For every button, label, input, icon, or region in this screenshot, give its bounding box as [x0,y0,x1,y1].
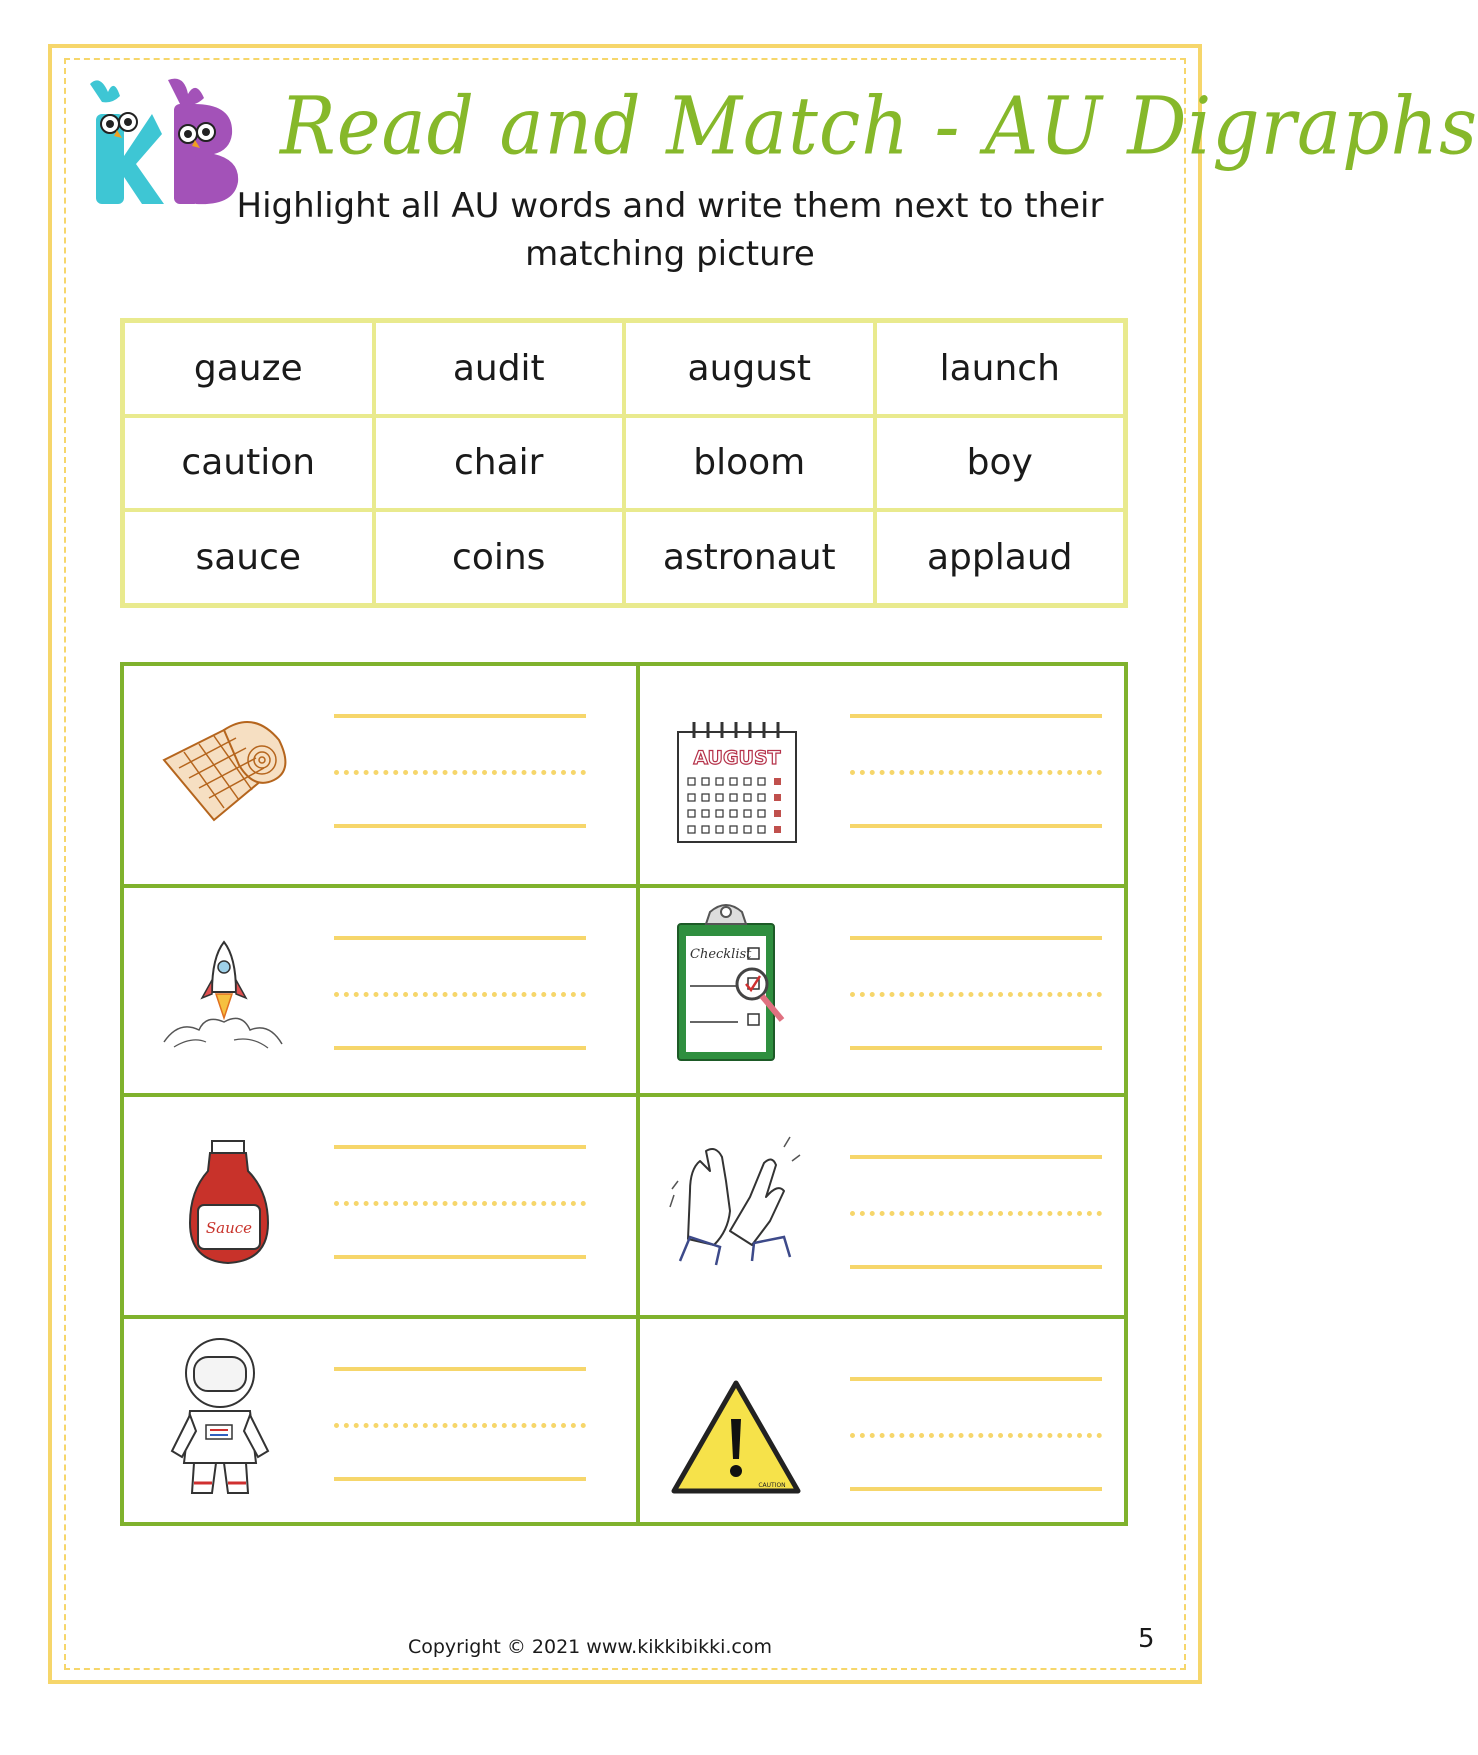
answer-lines[interactable] [850,1377,1102,1501]
match-cell-launch [124,888,640,1097]
matching-grid [120,662,1128,1526]
word-audit[interactable]: audit [374,321,625,416]
match-cell-audit [640,888,1124,1097]
word-astronaut[interactable]: astronaut [624,510,875,605]
word-bloom[interactable]: bloom [624,416,875,511]
answer-lines[interactable] [850,1155,1102,1279]
instructions-line-1: Highlight all AU words and write them next to their [236,186,1104,226]
answer-lines[interactable] [334,714,586,838]
word-coins[interactable]: coins [374,510,625,605]
caution-label: CAUTION [758,1482,786,1489]
sauce-bottle-icon [144,1111,294,1291]
match-cell-caution [640,1319,1124,1522]
answer-lines[interactable] [850,714,1102,838]
clipboard-label: Checklist [690,947,752,962]
match-cell-gauze [124,666,640,888]
word-august[interactable]: august [624,321,875,416]
page-title: Read and Match - AU Digraphs [280,80,1478,173]
instructions [230,182,1110,278]
instructions-line-2: matching picture [525,234,815,274]
answer-lines[interactable] [850,936,1102,1060]
answer-lines[interactable] [334,1367,586,1491]
audit-clipboard-icon [660,902,810,1082]
bottle-label: Sauce [205,1219,253,1237]
rocket-launch-icon [144,902,294,1082]
answer-lines[interactable] [334,936,586,1060]
copyright: Copyright © 2021 www.kikkibikki.com [407,1636,773,1658]
august-calendar-icon [660,680,810,860]
match-cell-august [640,666,1124,888]
match-cell-astronaut [124,1319,640,1522]
match-cell-sauce [124,1097,640,1319]
word-boy[interactable]: boy [875,416,1126,511]
match-cell-applaud [640,1097,1124,1319]
applaud-hands-icon [660,1111,810,1291]
word-launch[interactable]: launch [875,321,1126,416]
astronaut-icon [144,1333,294,1513]
word-chair[interactable]: chair [374,416,625,511]
word-bank [120,318,1128,608]
gauze-roll-icon [144,680,294,860]
caution-sign-icon [660,1333,810,1513]
calendar-label: AUGUST [693,747,781,769]
kb-logo [84,74,254,214]
word-applaud[interactable]: applaud [875,510,1126,605]
answer-lines[interactable] [334,1145,586,1269]
word-sauce[interactable]: sauce [123,510,374,605]
page-number: 5 [1138,1624,1155,1654]
word-gauze[interactable]: gauze [123,321,374,416]
word-caution[interactable]: caution [123,416,374,511]
